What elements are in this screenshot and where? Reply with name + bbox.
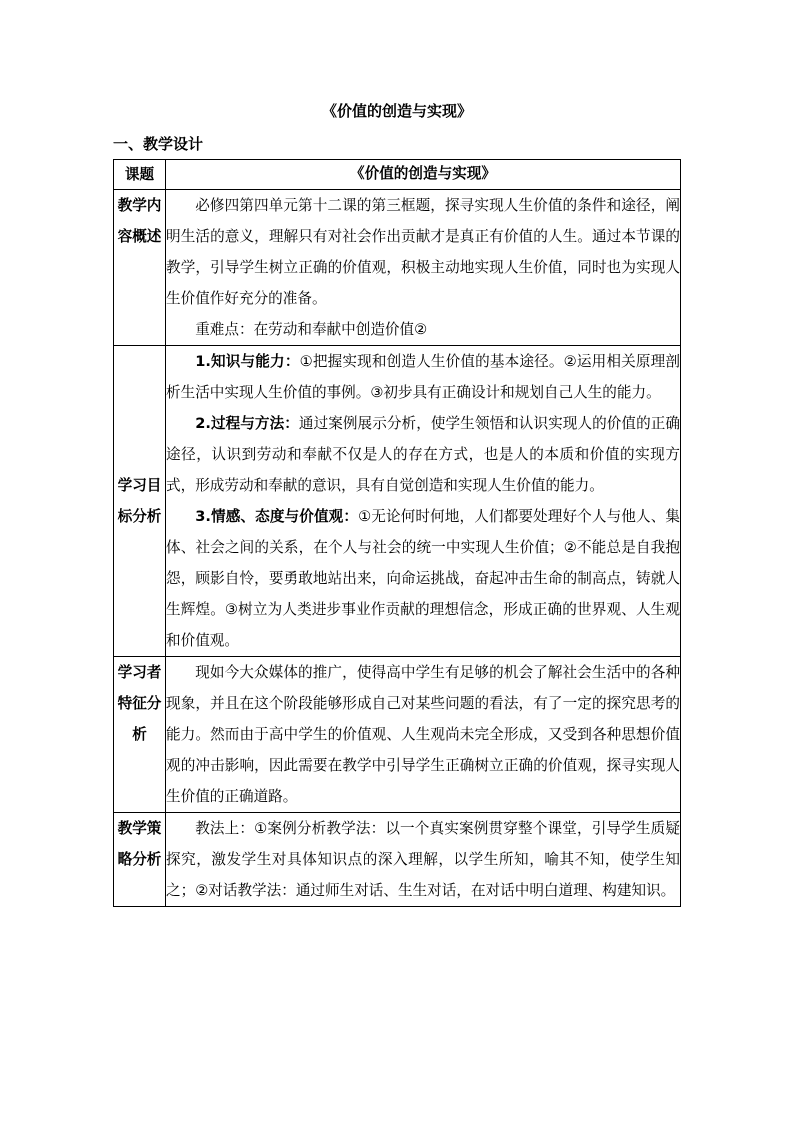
table-row-learning-goals xyxy=(114,346,681,657)
document-title: 《价值的创造与实现》 xyxy=(321,102,472,120)
topic-value: 《价值的创造与实现》 xyxy=(166,160,681,190)
learning-goals-label: 学习目标分析 xyxy=(114,346,166,657)
content-overview-paragraph: 必修四第四单元第十二课的第三框题，探寻实现人生价值的条件和途径，阐明生活的意义，理解只有对社会作出贡献才是真正有价值的人生。通过本节课的教学，引导学生树立正确的价值观，积极主动地实现人生价值，同时也为实现人生价值作好充分的准备。 xyxy=(166,197,680,307)
learner-analysis-label: 学习者特征分析 xyxy=(114,657,166,813)
teaching-design-table xyxy=(113,159,681,907)
table-row-topic xyxy=(114,160,681,190)
table-row-content-overview xyxy=(114,190,681,346)
key-difficulty-paragraph: 重难点：在劳动和奉献中创造价值② xyxy=(195,321,428,338)
goal-process-text: 通过案例展示分析，使学生领悟和认识实现人的价值的正确途径，认识到劳动和奉献不仅是人的存在方式，也是人的本质和价值的实现方式，形成劳动和奉献的意识，具有自觉创造和实现人生价值的能力。 xyxy=(166,415,680,494)
goal-knowledge-heading: 1.知识与能力： xyxy=(195,353,300,370)
goal-values-text: ①无论何时何地，人们都要处理好个人与他人、集体、社会之间的关系，在个人与社会的统一中实现人生价值；②不能总是自我抱怨，顾影自怜，要勇敢地站出来，向命运挑战，奋起冲击生命的制高点，铸就人生辉煌。③树立为人类进步事业作贡献的理想信念，形成正确的世界观、人生观和价值观。 xyxy=(166,508,681,649)
goal-process-paragraph xyxy=(166,408,680,501)
goal-knowledge-paragraph xyxy=(166,346,680,408)
learner-analysis-cell xyxy=(166,657,681,813)
table-row-learner-analysis xyxy=(114,657,681,813)
strategy-analysis-label: 教学策略分析 xyxy=(114,813,166,907)
content-overview-cell xyxy=(166,190,681,346)
strategy-analysis-paragraph: 教法上：①案例分析教学法：以一个真实案例贯穿整个课堂，引导学生质疑探究，激发学生对具体知识点的深入理解，以学生所知，喻其不知，使学生知之；②对话教学法：通过师生对话、生生对话，在对话中明白道理、构建知识。 xyxy=(166,820,680,899)
strategy-analysis-cell xyxy=(166,813,681,907)
learner-analysis-paragraph: 现如今大众媒体的推广，使得高中学生有足够的机会了解社会生活中的各种现象，并且在这个阶段能够形成自己对某些问题的看法，有了一定的探究思考的能力。然而由于高中学生的价值观、人生观尚未完全形成，又受到各种思想价值观的冲击影响，因此需要在教学中引导学生正确树立正确的价值观，探寻实现人生价值的正确道路。 xyxy=(166,664,680,805)
section-heading: 一、教学设计 xyxy=(113,135,204,153)
topic-label: 课题 xyxy=(114,160,166,190)
goal-knowledge-text: ①把握实现和创造人生价值的基本途径。②运用相关原理剖析生活中实现人生价值的事例。③初步具有正确设计和规划自己人生的能力。 xyxy=(166,353,681,401)
table-row-strategy-analysis xyxy=(114,813,681,907)
content-overview-label: 教学内容概述 xyxy=(114,190,166,346)
learning-goals-cell xyxy=(166,346,681,657)
goal-values-heading: 3.情感、态度与价值观： xyxy=(195,508,359,525)
goal-values-paragraph xyxy=(166,501,680,656)
goal-process-heading: 2.过程与方法： xyxy=(195,415,299,432)
